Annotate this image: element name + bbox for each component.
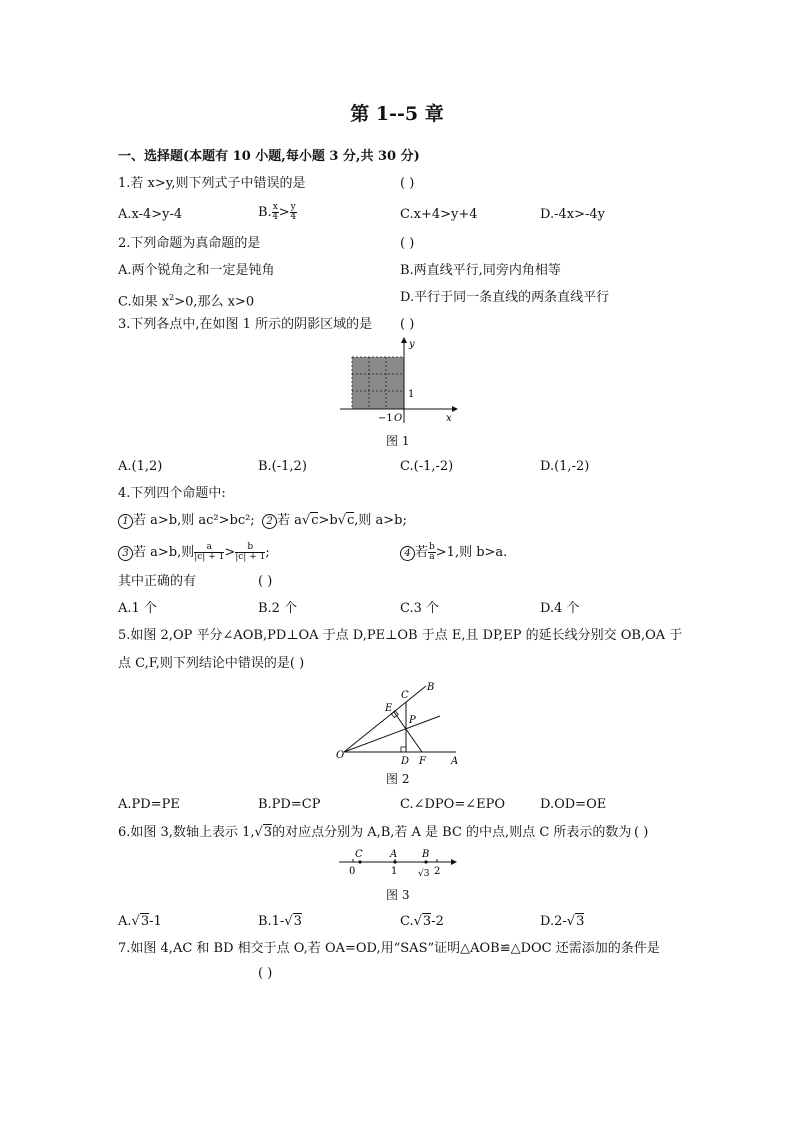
q4-statement-1: 1 若 a>b,则 ac²>bc²; bbox=[118, 513, 255, 529]
q4-statement-3: 3 若 a>b,则 $\frac{a}{|c| + 1}$ > $\frac{b}{|c| + 1}$ ; bbox=[118, 543, 270, 562]
q6-option-c: C.√3-2 bbox=[400, 914, 444, 929]
label-b: B bbox=[427, 682, 435, 693]
q1-answer-paren: ( ) bbox=[400, 176, 415, 191]
q4-answer-paren: ( ) bbox=[258, 574, 273, 589]
q2-answer-paren: ( ) bbox=[400, 236, 415, 251]
q4-question: 其中正确的有 bbox=[118, 574, 197, 589]
ray-op bbox=[344, 716, 440, 752]
q5-stem-line1: 5.如图 2,OP 平分∠AOB,PD⊥OA 于点 D,PE⊥OB 于点 E,且 DP,EP 的延长线分别交 OB,OA 于 bbox=[118, 628, 683, 643]
point-c bbox=[358, 860, 361, 863]
label-a: A bbox=[390, 849, 398, 860]
tick-2: 2 bbox=[434, 866, 441, 877]
q5-option-c: C.∠DPO=∠EPO bbox=[400, 797, 506, 812]
q3-option-c: C.(-1,-2) bbox=[400, 459, 454, 474]
q4-option-a: A.1 个 bbox=[118, 601, 157, 616]
q4-option-c: C.3 个 bbox=[400, 601, 440, 616]
label-neg1: −1 bbox=[378, 413, 393, 424]
label-p: P bbox=[409, 715, 416, 726]
q4-statement-2: 2 若 a√c>b√c,则 a>b; bbox=[262, 513, 407, 529]
label-a: A bbox=[451, 756, 459, 767]
q4-option-d: D.4 个 bbox=[540, 601, 580, 616]
shaded-region bbox=[352, 357, 404, 409]
q1-option-a: A.x-4>y-4 bbox=[118, 207, 183, 222]
q6-answer-paren: ( ) bbox=[634, 825, 649, 840]
q5-option-b: B.PD=CP bbox=[258, 797, 321, 812]
figure-3-number-line bbox=[335, 846, 460, 880]
q2-stem: 2.下列命题为真命题的是 bbox=[118, 236, 261, 251]
page-title: 第 1--5 章 bbox=[350, 103, 444, 125]
figure-1-coordinate-plane bbox=[330, 335, 465, 427]
q6-option-d: D.2-√3 bbox=[540, 914, 585, 929]
figure-2-caption: 图 2 bbox=[386, 772, 410, 786]
label-d: D bbox=[401, 756, 410, 767]
q7-stem: 7.如图 4,AC 和 BD 相交于点 O,若 OA=OD,用“SAS”证明△AOB≌△DOC 还需添加的条件是 bbox=[118, 941, 660, 956]
q4-option-b: B.2 个 bbox=[258, 601, 298, 616]
q3-option-b: B.(-1,2) bbox=[258, 459, 307, 474]
figure-3-caption: 图 3 bbox=[386, 888, 410, 902]
q1-option-c: C.x+4>y+4 bbox=[400, 207, 478, 222]
tick-0: 0 bbox=[349, 866, 356, 877]
figure-2-angle-bisector bbox=[330, 676, 470, 768]
q5-option-a: A.PD=PE bbox=[118, 797, 180, 812]
q4-statement-4: 4 若 $\frac{b}{a}$ >1,则 b>a. bbox=[400, 543, 507, 562]
q1-option-b: B. $\frac{x}{4}$ > $\frac{y}{4}$ bbox=[258, 202, 297, 222]
fraction-x-over-4: $\frac{x}{4}$ bbox=[272, 202, 279, 222]
fraction-y-over-4: $\frac{y}{4}$ bbox=[290, 202, 297, 222]
tick-1: 1 bbox=[391, 866, 398, 877]
q3-stem: 3.下列各点中,在如图 1 所示的阴影区域的是 bbox=[118, 317, 373, 332]
label-o: O bbox=[336, 750, 345, 761]
label-x: x bbox=[446, 413, 452, 424]
point-b bbox=[424, 860, 427, 863]
q2-option-b: B.两直线平行,同旁内角相等 bbox=[400, 263, 561, 278]
q2-option-c: C.如果 $x^2>0$,那么 x>0 bbox=[118, 293, 255, 310]
point-a bbox=[393, 860, 396, 863]
q3-option-a: A.(1,2) bbox=[118, 459, 163, 474]
q6-option-a: A.√3-1 bbox=[118, 914, 162, 929]
label-b: B bbox=[422, 849, 430, 860]
label-o: O bbox=[394, 413, 403, 424]
q1-option-d: D.-4x>-4y bbox=[540, 207, 605, 222]
q6-stem: 6.如图 3,数轴上表示 1,√3的对应点分别为 A,B,若 A 是 BC 的中点,则点 C 所表示的数为 bbox=[118, 825, 632, 840]
q6-option-b: B.1-√3 bbox=[258, 914, 302, 929]
label-c: C bbox=[401, 690, 409, 701]
q3-answer-paren: ( ) bbox=[400, 317, 415, 332]
label-1: 1 bbox=[408, 389, 415, 400]
label-y: y bbox=[409, 339, 415, 350]
label-c: C bbox=[355, 849, 363, 860]
q1-stem: 1.若 x>y,则下列式子中错误的是 bbox=[118, 176, 306, 191]
figure-1-caption: 图 1 bbox=[386, 434, 410, 448]
label-f: F bbox=[419, 756, 426, 767]
q5-stem-line2: 点 C,F,则下列结论中错误的是( ) bbox=[118, 656, 305, 671]
q2-option-a: A.两个锐角之和一定是钝角 bbox=[118, 263, 275, 278]
section-heading: 一、选择题(本题有 10 小题,每小题 3 分,共 30 分) bbox=[118, 149, 420, 164]
q4-stem: 4.下列四个命题中: bbox=[118, 486, 226, 501]
q5-option-d: D.OD=OE bbox=[540, 797, 607, 812]
label-e: E bbox=[385, 703, 393, 714]
q7-answer-paren: ( ) bbox=[258, 966, 273, 981]
q3-option-d: D.(1,-2) bbox=[540, 459, 590, 474]
q2-option-d: D.平行于同一条直线的两条直线平行 bbox=[400, 290, 610, 305]
tick-sqrt3: √3 bbox=[418, 869, 430, 879]
